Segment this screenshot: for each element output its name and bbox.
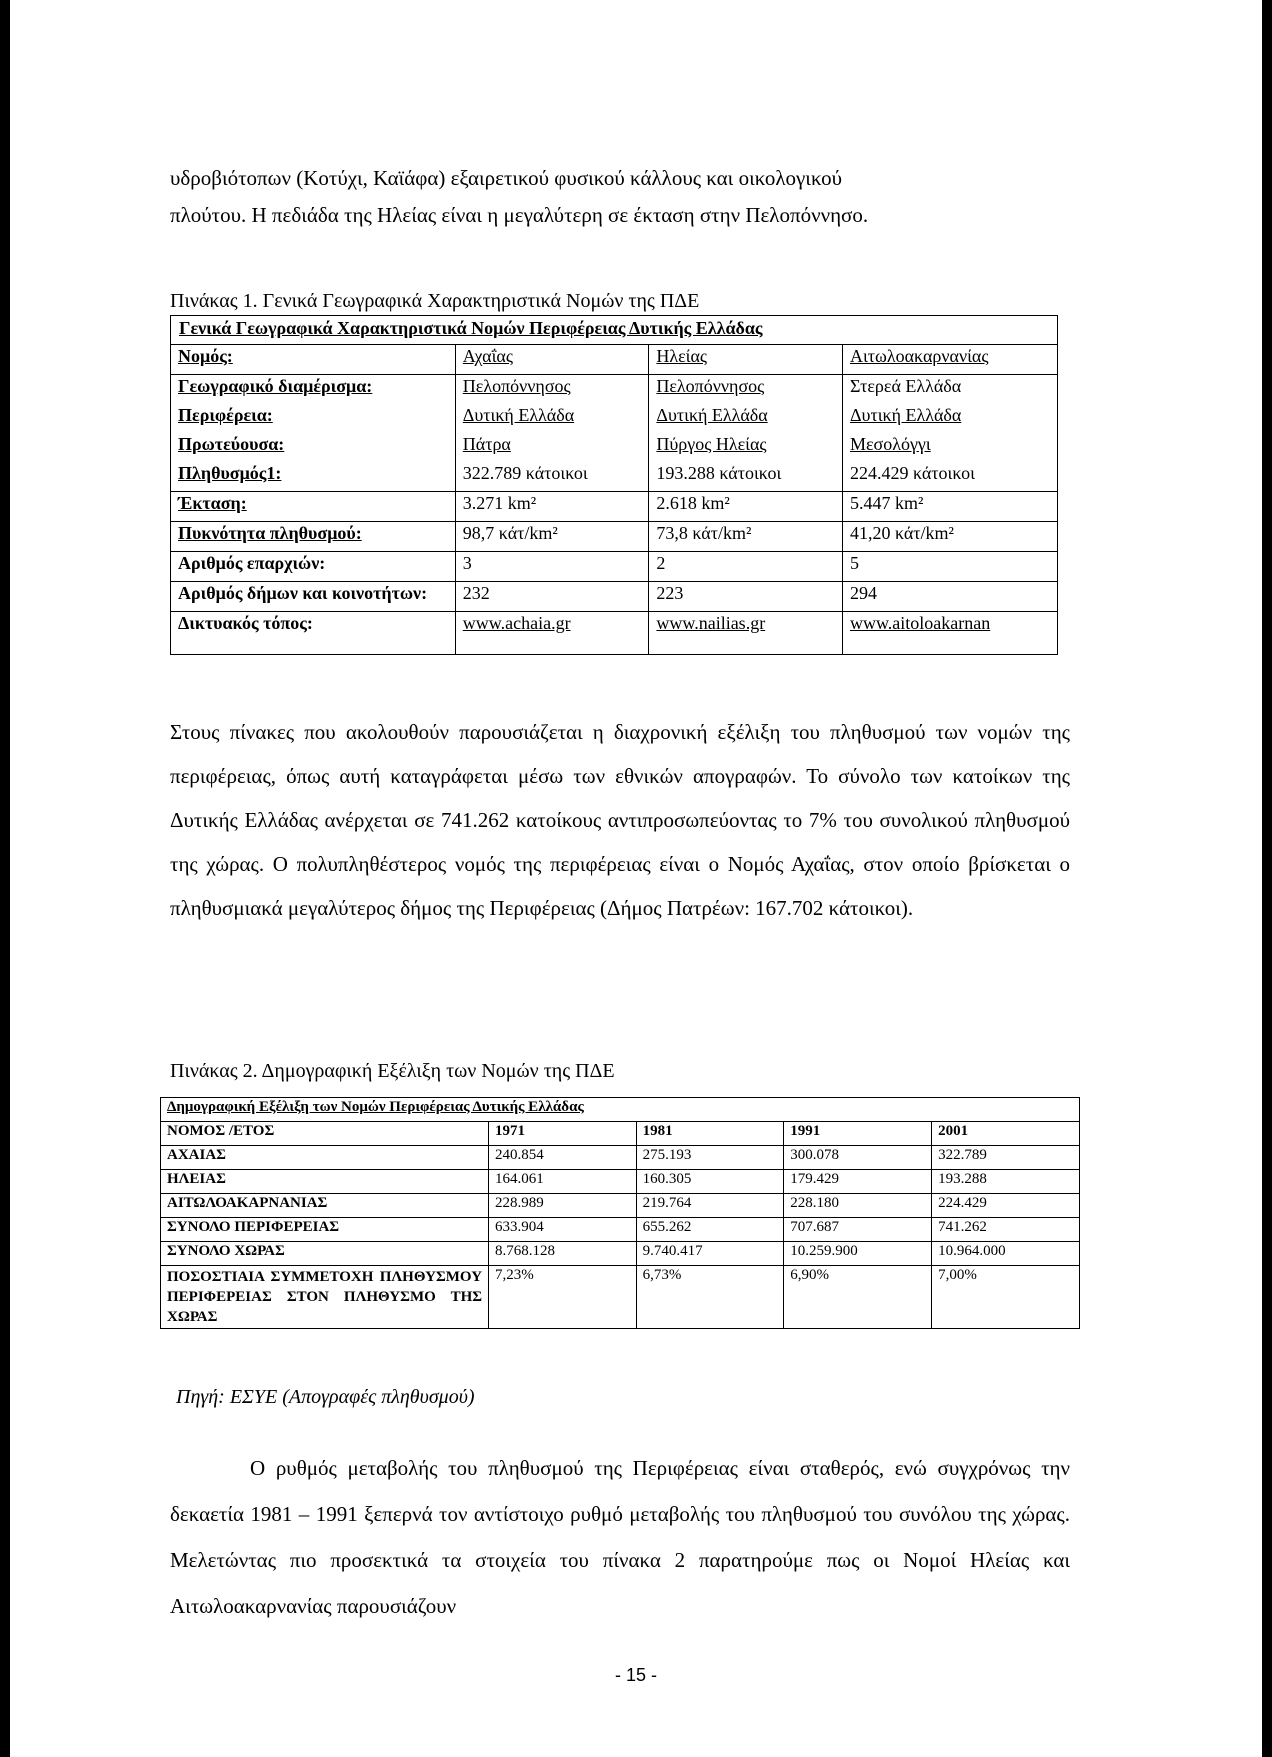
website-link-aitoloakarnania[interactable]: www.aitoloakarnan [842,612,1057,655]
cell: Αχαΐας [455,345,649,375]
cell: Πύργος Ηλείας [649,433,843,462]
cell: 5 [842,552,1057,582]
cell: 7,00% [932,1266,1080,1329]
table-row [171,492,1058,522]
cell: 10.964.000 [932,1242,1080,1266]
cell: 294 [842,582,1057,612]
row-label: ΣΥΝΟΛΟ ΧΩΡΑΣ [161,1242,489,1266]
intro-paragraph [170,160,1070,234]
page-number: - 15 - [614,1665,657,1685]
cell: 73,8 κάτ/km² [649,522,843,552]
cell: 6,73% [636,1266,784,1329]
column-header: 1991 [784,1122,932,1146]
row-label: ΑΧΑΙΑΣ [161,1146,489,1170]
cell: 322.789 [932,1146,1080,1170]
cell: 160.305 [636,1170,784,1194]
cell: 98,7 κάτ/km² [455,522,649,552]
table-row [161,1170,1080,1194]
body-paragraph: Στους πίνακες που ακολουθούν παρουσιάζεται η διαχρονική εξέλιξη του πληθυσμού των νομών της περιφέρειας, όπως αυτή καταγράφεται μέσω των εθνικών απογραφών. Το σύνολο των κατοίκων της Δυτικής Ελλάδας ανέρχεται σε 741.262 κατοίκους αντιπροσωπεύοντας το 7% του συνολικού πληθυσμού της χώρας. Ο πολυπληθέστερος νομός της περιφέρειας είναι ο Νομός Αχαΐας, στον οποίο βρίσκεται ο πληθυσμιακά μεγαλύτερος δήμος της Περιφέρειας (Δήμος Πατρέων: 167.702 κάτοικοι). [170,720,1070,920]
table-header-row [161,1122,1080,1146]
cell: Στερεά Ελλάδα [842,375,1057,405]
table-row [171,552,1058,582]
row-label: Πρωτεύουσα: [178,434,285,454]
table2-source: Πηγή: ΕΣΥΕ (Απογραφές πληθυσμού) [176,1386,475,1408]
cell: 322.789 κάτοικοι [455,462,649,492]
row-label: ΣΥΝΟΛΟ ΠΕΡΙΦΕΡΕΙΑΣ [161,1218,489,1242]
cell: 300.078 [784,1146,932,1170]
row-label: Πυκνότητα πληθυσμού: [171,522,456,552]
row-label: Αριθμός δήμων και κοινοτήτων: [171,582,456,612]
website-link-achaia[interactable]: www.achaia.gr [455,612,649,655]
row-label: Έκταση: [171,492,456,522]
demographic-table [160,1097,1080,1329]
table-row [161,1146,1080,1170]
cell: 7,23% [489,1266,637,1329]
cell: 275.193 [636,1146,784,1170]
row-label: Γεωγραφικό διαμέρισμα: [178,376,373,396]
cell: 2.618 km² [649,492,843,522]
paragraph-text: Ο ρυθμός μεταβολής του πληθυσμού της Περιφέρειας είναι σταθερός, ενώ συγχρόνως την δεκαετία 1981 – 1991 ξεπερνά τον αντίστοιχο ρυθμό μεταβολής του πληθυσμού του συνόλου της χώρας. Μελετώντας πιο προσεκτικά τα στοιχεία του πίνακα 2 παρατηρούμε πως οι Νομοί Ηλείας και Αιτωλοακαρνανίας παρουσιάζουν [170,1456,1070,1618]
cell: Πάτρα [455,433,649,462]
cell: 228.180 [784,1194,932,1218]
cell: 193.288 [932,1170,1080,1194]
table-row [171,582,1058,612]
cell: Δυτική Ελλάδα [455,404,649,433]
row-label: Περιφέρεια: [178,405,273,425]
table-row [171,375,1058,405]
column-header: 2001 [932,1122,1080,1146]
table-row [171,462,1058,492]
cell: 223 [649,582,843,612]
cell: 232 [455,582,649,612]
cell: Δυτική Ελλάδα [649,404,843,433]
cell: Μεσολόγγι [842,433,1057,462]
column-header: 1981 [636,1122,784,1146]
column-header: ΝΟΜΟΣ /ΕΤΟΣ [161,1122,489,1146]
row-label: Νομός: [171,345,456,375]
row-label: ΑΙΤΩΛΟΑΚΑΡΝΑΝΙΑΣ [161,1194,489,1218]
cell: 655.262 [636,1218,784,1242]
cell: 8.768.128 [489,1242,637,1266]
table1-caption: Πινάκας 1. Γενικά Γεωγραφικά Χαρακτηριστικά Νομών της ΠΔΕ [170,290,700,312]
table-row [171,433,1058,462]
cell: 219.764 [636,1194,784,1218]
row-label: ΗΛΕΙΑΣ [161,1170,489,1194]
cell: 6,90% [784,1266,932,1329]
cell: 224.429 [932,1194,1080,1218]
row-label: Αριθμός επαρχιών: [171,552,456,582]
table-row [171,612,1058,655]
body-paragraph-2 [170,1445,1070,1629]
table-row [161,1218,1080,1242]
row-label: ΠΟΣΟΣΤΙΑΙΑ ΣΥΜΜΕΤΟΧΗ ΠΛΗΘΥΣΜΟΥ ΠΕΡΙΦΕΡΕΙΑΣ ΣΤΟΝ ΠΛΗΘΥΣΜΟ ΤΗΣ ΧΩΡΑΣ [161,1266,489,1329]
table2-caption: Πινάκας 2. Δημογραφική Εξέλιξη των Νομών της ΠΔΕ [170,1060,615,1082]
table-row [171,404,1058,433]
table1-title: Γενικά Γεωγραφικά Χαρακτηριστικά Νομών Περιφέρειας Δυτικής Ελλάδας [171,316,1058,345]
intro-line: υδροβιότοπων (Κοτύχι, Καϊάφα) εξαιρετικού φυσικού κάλλους και οικολογικού [170,166,842,190]
intro-line: πλούτου. Η πεδιάδα της Ηλείας είναι η μεγαλύτερη σε έκταση στην Πελοπόννησο. [170,203,869,227]
cell: 193.288 κάτοικοι [649,462,843,492]
column-header: 1971 [489,1122,637,1146]
row-label: Πληθυσμός1: [171,462,456,492]
cell: 164.061 [489,1170,637,1194]
cell: 3 [455,552,649,582]
row-label: Δικτυακός τόπος: [178,613,313,633]
cell: 228.989 [489,1194,637,1218]
cell: 633.904 [489,1218,637,1242]
cell: Ηλείας [649,345,843,375]
table-row [161,1194,1080,1218]
website-link-ilia[interactable]: www.nailias.gr [649,612,843,655]
table-row [161,1266,1080,1329]
cell: 240.854 [489,1146,637,1170]
cell: 707.687 [784,1218,932,1242]
cell: 2 [649,552,843,582]
cell: 741.262 [932,1218,1080,1242]
document-page [10,0,1262,1757]
cell: Πελοπόννησος [649,375,843,405]
cell: 41,20 κάτ/km² [842,522,1057,552]
table-row [161,1242,1080,1266]
cell: 10.259.900 [784,1242,932,1266]
table-row [171,345,1058,375]
cell: Πελοπόννησος [455,375,649,405]
table-row [171,522,1058,552]
cell: Δυτική Ελλάδα [842,404,1057,433]
cell: 9.740.417 [636,1242,784,1266]
cell: 179.429 [784,1170,932,1194]
cell: 5.447 km² [842,492,1057,522]
cell: Αιτωλοακαρνανίας [842,345,1057,375]
table2-title: Δημογραφική Εξέλιξη των Νομών Περιφέρειας Δυτικής Ελλάδας [161,1098,1080,1122]
cell: 3.271 km² [455,492,649,522]
cell: 224.429 κάτοικοι [842,462,1057,492]
geographic-table [170,315,1058,655]
